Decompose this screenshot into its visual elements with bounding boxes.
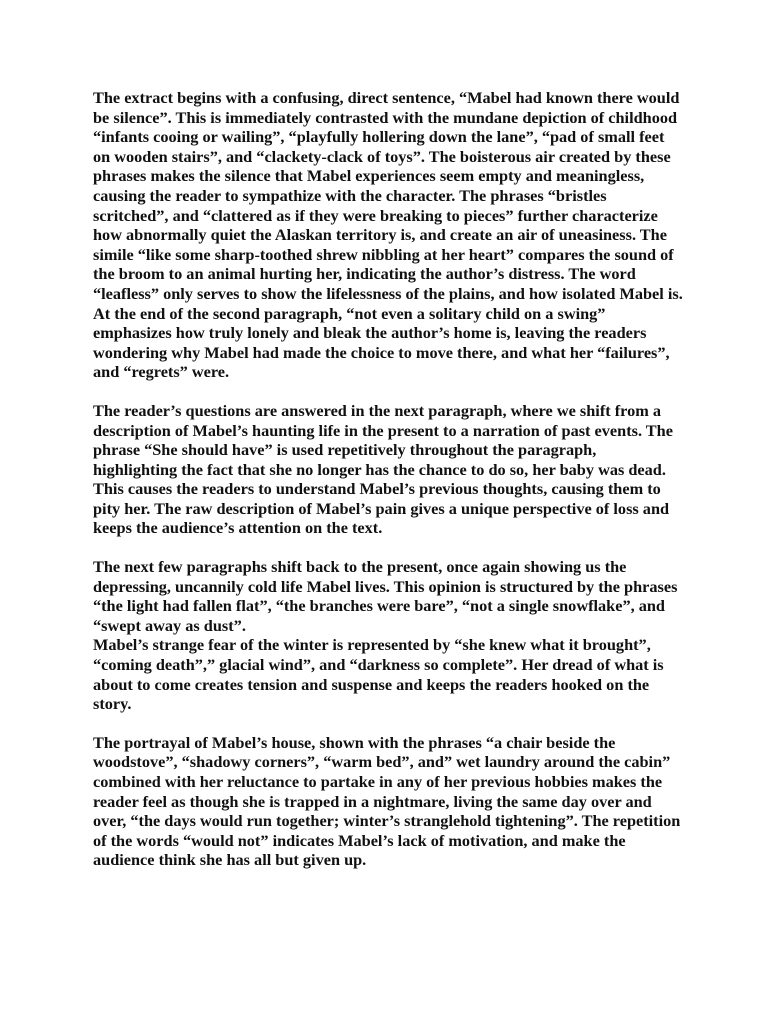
document-body xyxy=(93,88,683,889)
paragraph-1: The extract begins with a confusing, direct sentence, “Mabel had known there would be silence”. This is immediately contrasted with the mundane depiction of childhood “infants cooing or wailing”, “playfully hollering down the lane”, “pad of small feet on wooden stairs”, and “clackety-clack of toys”. The boisterous air created by these phrases makes the silence that Mabel experiences seem empty and meaningless, causing the reader to sympathize with the character. The phrases “bristles scritched”, and “clattered as if they were breaking to pieces” further characterize how abnormally quiet the Alaskan territory is, and create an air of uneasiness. The simile “like some sharp-toothed shrew nibbling at her heart” compares the sound of the broom to an animal hurting her, indicating the author’s distress. The word “leafless” only serves to show the lifelessness of the plains, and how isolated Mabel is. At the end of the second paragraph, “not even a solitary child on a swing” emphasizes how truly lonely and bleak the author’s home is, leaving the readers wondering why Mabel had made the choice to move there, and what her “failures”, and “regrets” were. xyxy=(93,88,683,382)
paragraph-2: The reader’s questions are answered in the next paragraph, where we shift from a description of Mabel’s haunting life in the present to a narration of past events. The phrase “She should have” is used repetitively throughout the paragraph, highlighting the fact that she no longer has the chance to do so, her baby was dead. This causes the readers to understand Mabel’s previous thoughts, causing them to pity her. The raw description of Mabel’s pain gives a unique perspective of loss and keeps the audience’s attention on the text. xyxy=(93,400,673,538)
paragraph-5: The portrayal of Mabel’s house, shown with the phrases “a chair beside the woodstove”, “shadowy corners”, “warm bed”, and” wet laundry around the cabin” combined with her reluctance to partake in any of her previous hobbies makes the reader feel as though she is trapped in a nightmare, living the same day over and over, “the days would run together; winter’s stranglehold tightening”. The repetition of the words “would not” indicates Mabel’s lack of motivation, and make the audience think she has all but given up. xyxy=(93,732,681,870)
paragraph-3: The next few paragraphs shift back to the present, once again showing us the depressing, uncannily cold life Mabel lives. This opinion is structured by the phrases “the light had fallen flat”, “the branches were bare”, “not a single snowflake”, and “swept away as dust”. xyxy=(93,557,678,635)
paragraph-4: Mabel’s strange fear of the winter is represented by “she knew what it brought”, “coming death”,” glacial wind”, and “darkness so complete”. Her dread of what is about to come creates tension and suspense and keeps the readers hooked on the story. xyxy=(93,635,664,714)
